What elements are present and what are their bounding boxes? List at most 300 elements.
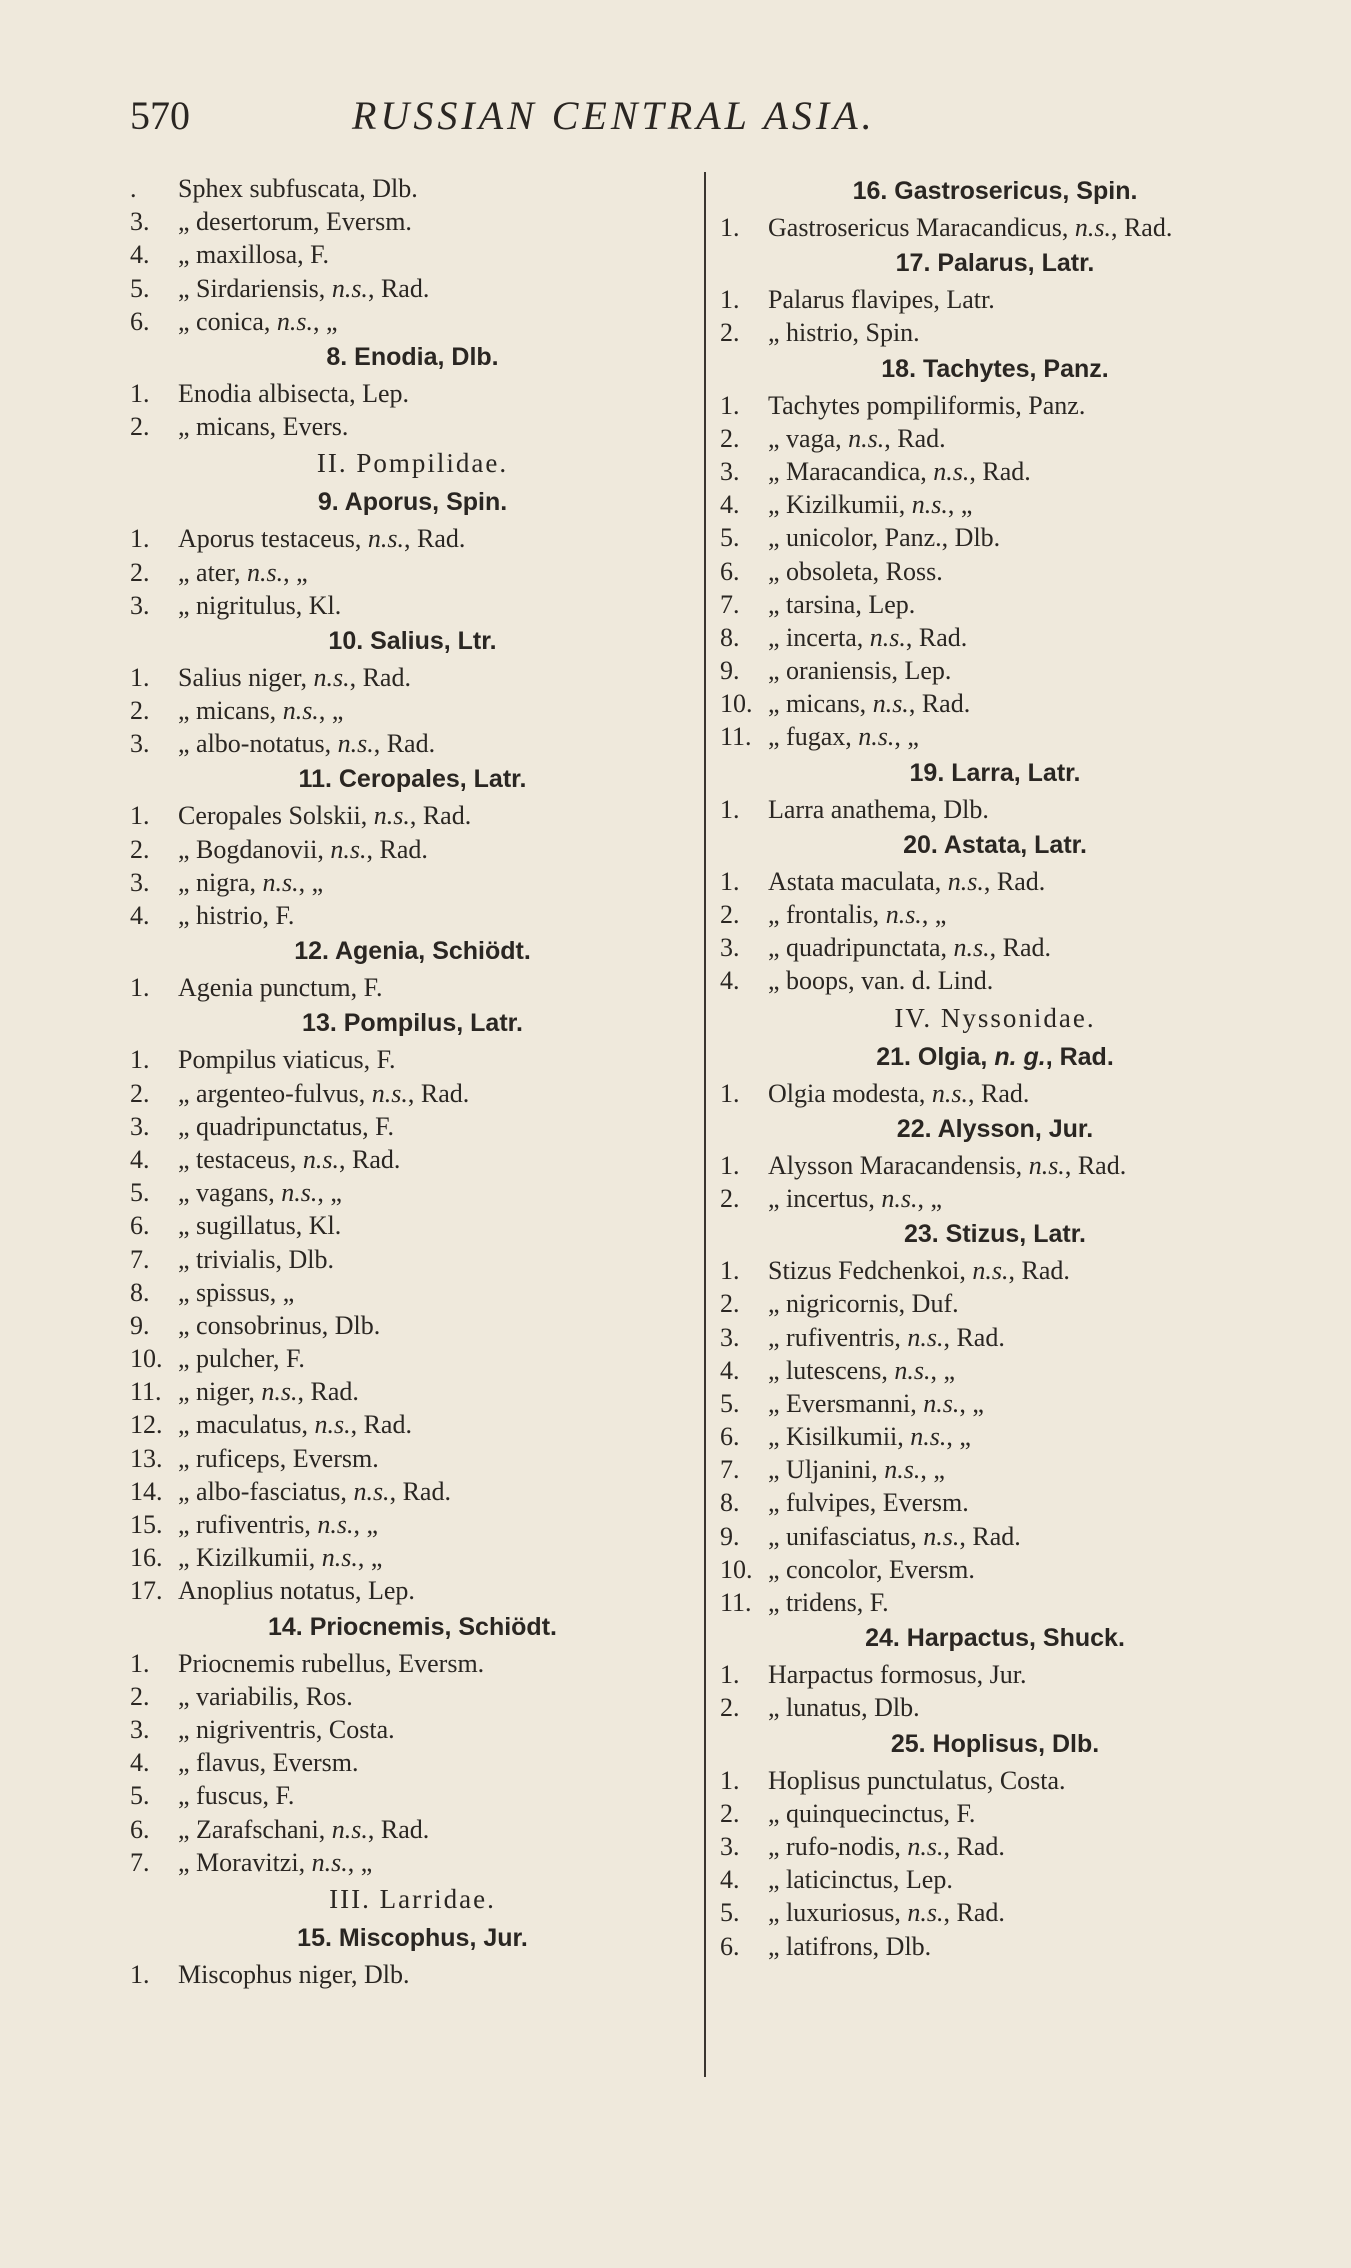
species-entry bbox=[720, 1354, 1270, 1387]
species-name: Priocnemis rubellus, Eversm. bbox=[178, 1648, 485, 1678]
entry-number: 5. bbox=[720, 523, 740, 553]
page-number: 570 bbox=[130, 93, 190, 138]
species-entry bbox=[720, 1387, 1270, 1420]
entry-number: 11. bbox=[130, 1377, 162, 1407]
entry-number: 2. bbox=[130, 834, 150, 864]
entry-number: 3. bbox=[130, 590, 150, 620]
species-entry bbox=[130, 205, 695, 238]
species-name: „ maxillosa, F. bbox=[178, 240, 330, 270]
entry-number: 13. bbox=[130, 1443, 163, 1473]
entry-number: 14. bbox=[130, 1476, 163, 1506]
entry-number: 1. bbox=[720, 1660, 740, 1690]
species-entry bbox=[130, 1077, 695, 1110]
species-entry bbox=[720, 488, 1270, 521]
entry-number: 5. bbox=[720, 1388, 740, 1418]
species-entry bbox=[720, 1764, 1270, 1797]
entry-number: 3. bbox=[130, 1111, 150, 1141]
species-entry bbox=[720, 455, 1270, 488]
species-name: „ desertorum, Eversm. bbox=[178, 207, 412, 237]
species-entry bbox=[720, 687, 1270, 720]
entry-number: 1. bbox=[130, 973, 150, 1003]
species-name: „ vaga, n.s., Rad. bbox=[768, 423, 946, 453]
species-name: „ argenteo-fulvus, n.s., Rad. bbox=[178, 1078, 470, 1108]
species-name: „ Kizilkumii, n.s., „ bbox=[768, 490, 973, 520]
species-name: Ceropales Solskii, n.s., Rad. bbox=[178, 801, 472, 831]
species-name: „ albo-fasciatus, n.s., Rad. bbox=[178, 1476, 451, 1506]
genus-heading: 16. Gastrosericus, Spin. bbox=[852, 177, 1138, 205]
entry-number: 10. bbox=[130, 1344, 163, 1374]
entry-number: 9. bbox=[720, 656, 740, 686]
new-species-marker: n.s. bbox=[261, 1377, 298, 1407]
entry-number: 2. bbox=[130, 557, 150, 587]
species-name: „ Moravitzi, n.s., „ bbox=[178, 1847, 373, 1877]
entry-number: 11. bbox=[720, 722, 752, 752]
entry-number: 1. bbox=[720, 213, 740, 242]
genus-heading: 13. Pompilus, Latr. bbox=[302, 1009, 523, 1038]
new-species-marker: n.s. bbox=[262, 867, 299, 897]
species-entry bbox=[130, 661, 695, 694]
species-entry bbox=[720, 1520, 1270, 1553]
species-name: „ lunatus, Dlb. bbox=[768, 1693, 920, 1723]
species-name: „ nigricornis, Duf. bbox=[768, 1289, 959, 1319]
species-name: „ quinquecinctus, F. bbox=[768, 1798, 976, 1828]
species-name: „ consobrinus, Dlb. bbox=[178, 1310, 381, 1340]
species-entry bbox=[720, 1797, 1270, 1830]
entry-number: 6. bbox=[130, 1814, 150, 1844]
entry-number: 10. bbox=[720, 1554, 753, 1584]
species-entry bbox=[130, 272, 695, 305]
species-entry bbox=[720, 1691, 1270, 1724]
species-entry bbox=[720, 1453, 1270, 1486]
species-name: „ micans, n.s., Rad. bbox=[768, 689, 971, 719]
family-heading: III. Larridae. bbox=[329, 1883, 496, 1914]
species-name: „ quadripunctatus, F. bbox=[178, 1111, 394, 1141]
entry-number: 3. bbox=[130, 1714, 150, 1744]
species-entry bbox=[130, 1276, 695, 1309]
entry-number: 3. bbox=[130, 207, 150, 237]
genus-heading: 20. Astata, Latr. bbox=[903, 830, 1087, 859]
new-species-marker: n.s. bbox=[317, 1510, 354, 1539]
entry-number: 6. bbox=[720, 1931, 740, 1961]
species-name: „ Bogdanovii, n.s., Rad. bbox=[178, 834, 428, 864]
new-species-marker: n.s. bbox=[907, 1831, 944, 1861]
entry-number: 6. bbox=[720, 1422, 740, 1452]
new-species-marker: n.s. bbox=[885, 900, 922, 929]
new-species-marker: n.s. bbox=[331, 273, 368, 303]
species-name: Olgia modesta, n.s., Rad. bbox=[768, 1078, 1030, 1108]
entry-number: 3. bbox=[720, 456, 740, 486]
page-header bbox=[130, 92, 1270, 152]
species-name: Enodia albisecta, Lep. bbox=[178, 378, 410, 408]
species-name: Miscophus niger, Dlb. bbox=[178, 1959, 410, 1989]
species-entry bbox=[130, 410, 695, 443]
species-name: Sphex subfuscata, Dlb. bbox=[178, 174, 418, 203]
new-species-marker: n.s. bbox=[331, 1814, 368, 1844]
species-entry bbox=[130, 833, 695, 866]
entry-number: 7. bbox=[130, 1847, 150, 1877]
genus-heading: 11. Ceropales, Latr. bbox=[298, 765, 527, 794]
entry-number: 7. bbox=[720, 1455, 740, 1485]
species-entry bbox=[130, 1408, 695, 1441]
entry-number: 10. bbox=[720, 689, 753, 719]
species-entry bbox=[720, 283, 1270, 316]
species-entry bbox=[720, 1149, 1270, 1182]
species-name: „ incerta, n.s., Rad. bbox=[768, 622, 968, 652]
new-species-marker: n.s. bbox=[311, 1847, 348, 1877]
new-species-marker: n.s. bbox=[314, 1410, 351, 1440]
species-name: Anoplius notatus, Lep. bbox=[178, 1576, 415, 1606]
entry-number: 6. bbox=[720, 556, 740, 586]
genus-heading: 9. Aporus, Spin. bbox=[317, 488, 508, 517]
family-heading: II. Pompilidae. bbox=[316, 448, 509, 479]
species-entry bbox=[130, 377, 695, 410]
species-entry bbox=[130, 1209, 695, 1242]
new-species-marker: n.s. bbox=[367, 524, 405, 554]
species-entry bbox=[130, 1746, 695, 1779]
new-species-marker: n.s. bbox=[911, 490, 948, 520]
entry-number: 1. bbox=[130, 524, 150, 554]
species-name: „ fulvipes, Eversm. bbox=[768, 1488, 969, 1518]
species-entry bbox=[130, 866, 695, 899]
entry-number: 4. bbox=[130, 240, 150, 270]
new-species-marker: n.s. bbox=[872, 689, 909, 719]
species-entry bbox=[130, 1680, 695, 1713]
new-species-marker: n.s. bbox=[848, 423, 885, 453]
species-entry bbox=[130, 799, 695, 832]
species-name: Tachytes pompiliformis, Panz. bbox=[768, 390, 1086, 420]
new-species-marker: n.s. bbox=[302, 1144, 340, 1174]
species-name: Salius niger, n.s., Rad. bbox=[178, 662, 411, 692]
entry-number: 1. bbox=[720, 1150, 740, 1180]
new-species-marker: n.s. bbox=[947, 866, 984, 896]
genus-heading: 24. Harpactus, Shuck. bbox=[865, 1624, 1125, 1653]
species-name: „ laticinctus, Lep. bbox=[768, 1865, 953, 1895]
species-name: „ Sirdariensis, n.s., Rad. bbox=[178, 273, 430, 303]
species-name: „ latifrons, Dlb. bbox=[768, 1931, 932, 1961]
new-species-marker: n.s. bbox=[353, 1476, 390, 1506]
entry-number: 15. bbox=[130, 1510, 163, 1539]
species-name: Alysson Maracandensis, n.s., Rad. bbox=[768, 1150, 1127, 1180]
species-name: „ trivialis, Dlb. bbox=[178, 1244, 334, 1274]
new-species-marker: n.s. bbox=[858, 722, 895, 752]
new-species-marker: n.s. bbox=[869, 622, 906, 652]
new-species-marker: n.s. bbox=[373, 801, 410, 831]
entry-number: 1. bbox=[720, 866, 740, 896]
species-entry bbox=[130, 1713, 695, 1746]
genus-heading: 23. Stizus, Latr. bbox=[903, 1220, 1086, 1249]
entry-number: 12. bbox=[130, 1410, 163, 1440]
genus-heading: 22. Alysson, Jur. bbox=[896, 1114, 1094, 1143]
species-entry bbox=[130, 1442, 695, 1475]
entry-number: 1. bbox=[130, 1959, 150, 1989]
species-entry bbox=[720, 1182, 1270, 1215]
species-entry bbox=[720, 1863, 1270, 1896]
entry-number: 1. bbox=[130, 378, 150, 408]
entry-number: 2. bbox=[720, 1798, 740, 1828]
genus-heading: 25. Hoplisus, Dlb. bbox=[890, 1729, 1100, 1758]
genus-heading: 10. Salius, Ltr. bbox=[328, 626, 497, 655]
species-entry bbox=[720, 1486, 1270, 1519]
species-entry bbox=[130, 172, 695, 205]
new-species-marker: n.s. bbox=[1074, 213, 1111, 242]
entry-number: 4. bbox=[130, 901, 150, 930]
new-species-marker: n.s. bbox=[1028, 1150, 1065, 1180]
species-name: „ histrio, Spin. bbox=[768, 318, 920, 348]
species-entry bbox=[130, 899, 695, 932]
species-entry bbox=[130, 1958, 695, 1991]
species-entry bbox=[720, 1896, 1270, 1929]
species-name: „ unicolor, Panz., Dlb. bbox=[768, 523, 1001, 553]
entry-number: 1. bbox=[130, 1045, 150, 1075]
species-name: „ rufo-nodis, n.s., Rad. bbox=[768, 1831, 1005, 1861]
entry-number: 1. bbox=[130, 662, 150, 692]
genus-heading: 15. Miscophus, Jur. bbox=[297, 1923, 528, 1952]
entry-number: 2. bbox=[130, 412, 150, 442]
species-name: „ frontalis, n.s., „ bbox=[768, 900, 947, 929]
species-name: Aporus testaceus, n.s., Rad. bbox=[178, 524, 466, 554]
new-species-marker: n.s. bbox=[933, 456, 970, 486]
species-entry bbox=[720, 1658, 1270, 1691]
new-species-marker: n.s. bbox=[907, 1898, 944, 1928]
entry-number: 4. bbox=[720, 966, 740, 996]
species-name: „ testaceus, n.s., Rad. bbox=[178, 1144, 401, 1174]
species-name: Astata maculata, n.s., Rad. bbox=[768, 866, 1046, 896]
left-column bbox=[130, 172, 695, 1991]
species-name: „ boops, van. d. Lind. bbox=[768, 966, 994, 996]
new-species-marker: n.s. bbox=[321, 1543, 358, 1573]
new-species-marker: n.s. bbox=[907, 1322, 944, 1352]
species-entry bbox=[720, 654, 1270, 687]
entry-number: 4. bbox=[130, 1144, 150, 1174]
entry-number: 16. bbox=[130, 1543, 163, 1573]
species-name: „ unifasciatus, n.s., Rad. bbox=[768, 1521, 1021, 1551]
species-name: „ spissus, „ bbox=[178, 1277, 295, 1307]
species-name: „ fuscus, F. bbox=[178, 1781, 295, 1811]
species-name: „ Uljanini, n.s., „ bbox=[768, 1455, 945, 1485]
species-entry bbox=[720, 521, 1270, 554]
species-entry bbox=[130, 1541, 695, 1574]
species-name: „ Kizilkumii, n.s., „ bbox=[178, 1543, 383, 1573]
entry-number: 2. bbox=[130, 696, 150, 726]
entry-number: 1. bbox=[720, 794, 740, 824]
species-entry bbox=[720, 931, 1270, 964]
entry-number: 1. bbox=[720, 285, 740, 315]
entry-number: 2. bbox=[720, 423, 740, 453]
entry-number: 3. bbox=[130, 729, 150, 759]
new-species-marker: n.s. bbox=[923, 1388, 960, 1418]
species-entry bbox=[720, 389, 1270, 422]
species-entry bbox=[130, 522, 695, 555]
entry-number: 5. bbox=[130, 1781, 150, 1811]
entry-number: 1. bbox=[720, 1256, 740, 1286]
new-species-marker: n.s. bbox=[313, 662, 350, 692]
species-name: „ niger, n.s., Rad. bbox=[178, 1377, 359, 1407]
species-entry bbox=[130, 971, 695, 1004]
species-name: „ tarsina, Lep. bbox=[768, 589, 916, 619]
species-entry bbox=[130, 305, 695, 338]
new-species-marker: n.s. bbox=[884, 1455, 921, 1485]
new-species-marker: n.s. bbox=[972, 1256, 1009, 1286]
species-entry bbox=[720, 1254, 1270, 1287]
new-species-marker: n.s. bbox=[330, 834, 367, 864]
species-entry bbox=[130, 238, 695, 271]
right-column bbox=[720, 172, 1270, 1963]
entry-number: 2. bbox=[130, 1681, 150, 1711]
species-entry bbox=[130, 589, 695, 622]
species-name: Pompilus viaticus, F. bbox=[178, 1045, 396, 1075]
species-entry bbox=[130, 1309, 695, 1342]
species-entry bbox=[130, 1243, 695, 1276]
species-name: „ lutescens, n.s., „ bbox=[768, 1355, 956, 1385]
entry-number: 8. bbox=[720, 622, 740, 652]
genus-heading: 19. Larra, Latr. bbox=[909, 758, 1081, 787]
new-species-marker: n.s. bbox=[276, 306, 314, 336]
species-entry bbox=[720, 1420, 1270, 1453]
entry-number: 7. bbox=[130, 1244, 150, 1274]
species-name: „ rufiventris, n.s., „ bbox=[178, 1510, 379, 1539]
entry-number: 1. bbox=[130, 1648, 150, 1678]
species-entry bbox=[720, 1553, 1270, 1586]
species-name: „ variabilis, Ros. bbox=[178, 1681, 353, 1711]
entry-number: 6. bbox=[130, 1211, 150, 1241]
entry-number: 1. bbox=[720, 390, 740, 420]
species-entry bbox=[720, 1077, 1270, 1110]
species-entry bbox=[720, 621, 1270, 654]
entry-number: 4. bbox=[720, 1865, 740, 1895]
species-entry bbox=[130, 1176, 695, 1209]
species-entry bbox=[720, 422, 1270, 455]
entry-number: 1. bbox=[720, 1078, 740, 1108]
species-entry bbox=[130, 1574, 695, 1607]
entry-number: 4. bbox=[720, 1355, 740, 1385]
entry-number: 2. bbox=[720, 900, 740, 929]
entry-number: 9. bbox=[720, 1521, 740, 1551]
entry-number: 3. bbox=[720, 1831, 740, 1861]
genus-heading: 14. Priocnemis, Schiödt. bbox=[268, 1612, 557, 1641]
species-entry bbox=[130, 1110, 695, 1143]
new-species-marker: n.s. bbox=[281, 1178, 318, 1208]
entry-number: . bbox=[130, 174, 137, 203]
entry-number: 1. bbox=[720, 1765, 740, 1795]
species-entry bbox=[130, 1508, 695, 1541]
entry-number: 9. bbox=[130, 1310, 150, 1340]
species-name: „ luxuriosus, n.s., Rad. bbox=[768, 1898, 1005, 1928]
species-name: „ Eversmanni, n.s., „ bbox=[768, 1388, 984, 1418]
species-name: „ nigritulus, Kl. bbox=[178, 590, 342, 620]
entry-number: 5. bbox=[130, 273, 150, 303]
new-species-marker: n.s. bbox=[910, 1422, 947, 1452]
species-entry bbox=[130, 1647, 695, 1680]
species-name: „ histrio, F. bbox=[178, 901, 295, 930]
entry-number: 8. bbox=[720, 1488, 740, 1518]
new-species-marker: n.s. bbox=[923, 1521, 960, 1551]
entry-number: 2. bbox=[720, 1183, 740, 1213]
entry-number: 3. bbox=[130, 867, 150, 897]
species-entry bbox=[720, 964, 1270, 997]
species-name: „ fugax, n.s., „ bbox=[768, 722, 919, 752]
new-species-marker: n.s. bbox=[337, 729, 374, 759]
species-name: Hoplisus punctulatus, Costa. bbox=[768, 1765, 1066, 1795]
new-species-marker: n.s. bbox=[246, 557, 284, 587]
genus-heading: 18. Tachytes, Panz. bbox=[881, 354, 1109, 383]
new-species-marker: n.s. bbox=[894, 1355, 931, 1385]
species-name: „ albo-notatus, n.s., Rad. bbox=[178, 729, 436, 759]
species-entry bbox=[720, 316, 1270, 349]
species-entry bbox=[130, 694, 695, 727]
species-entry bbox=[720, 588, 1270, 621]
species-name: „ micans, Evers. bbox=[178, 412, 349, 442]
entry-number: 3. bbox=[720, 1322, 740, 1352]
species-name: „ ruficeps, Eversm. bbox=[178, 1443, 379, 1473]
species-entry bbox=[130, 1375, 695, 1408]
entry-number: 17. bbox=[130, 1576, 163, 1606]
species-name: „ nigra, n.s., „ bbox=[178, 867, 324, 897]
species-name: „ conica, n.s., „ bbox=[178, 306, 338, 336]
species-entry bbox=[720, 1321, 1270, 1354]
species-name: „ nigriventris, Costa. bbox=[178, 1714, 395, 1744]
new-species-marker: n.s. bbox=[282, 696, 319, 726]
species-entry bbox=[720, 1830, 1270, 1863]
new-species-marker: n.s. bbox=[953, 933, 990, 963]
species-entry bbox=[720, 720, 1270, 753]
species-entry bbox=[720, 1287, 1270, 1320]
species-name: Palarus flavipes, Latr. bbox=[768, 285, 995, 315]
species-name: „ sugillatus, Kl. bbox=[178, 1211, 342, 1241]
entry-number: 5. bbox=[130, 1178, 150, 1208]
species-entry bbox=[130, 1779, 695, 1812]
species-name: „ Kisilkumii, n.s., „ bbox=[768, 1422, 971, 1452]
species-entry bbox=[130, 1342, 695, 1375]
genus-heading: 12. Agenia, Schiödt. bbox=[294, 937, 531, 966]
species-entry bbox=[130, 727, 695, 760]
entry-number: 11. bbox=[720, 1588, 752, 1617]
species-name: „ Maracandica, n.s., Rad. bbox=[768, 456, 1031, 486]
species-name: „ micans, n.s., „ bbox=[178, 696, 344, 726]
species-name: „ flavus, Eversm. bbox=[178, 1748, 359, 1778]
entry-number: 1. bbox=[130, 801, 150, 831]
genus-heading: 21. Olgia, n. g., Rad. bbox=[876, 1042, 1114, 1071]
species-name: „ ater, n.s., „ bbox=[178, 557, 308, 587]
entry-number: 8. bbox=[130, 1277, 150, 1307]
species-entry bbox=[130, 1846, 695, 1879]
species-entry bbox=[130, 556, 695, 589]
column-divider bbox=[704, 172, 706, 2077]
species-name: „ vagans, n.s., „ bbox=[178, 1178, 342, 1208]
species-name: „ Zarafschani, n.s., Rad. bbox=[178, 1814, 430, 1844]
entry-number: 2. bbox=[720, 318, 740, 348]
species-entry bbox=[720, 865, 1270, 898]
entry-number: 2. bbox=[720, 1693, 740, 1723]
species-entry bbox=[720, 898, 1270, 931]
genus-heading: 17. Palarus, Latr. bbox=[895, 249, 1095, 278]
new-species-marker: n. g. bbox=[994, 1042, 1046, 1071]
species-entry bbox=[720, 211, 1270, 244]
species-entry bbox=[720, 555, 1270, 588]
species-name: Gastrosericus Maracandicus, n.s., Rad. bbox=[768, 213, 1173, 242]
entry-number: 2. bbox=[130, 1078, 150, 1108]
species-entry bbox=[720, 793, 1270, 826]
family-heading: IV. Nyssonidae. bbox=[894, 1002, 1096, 1033]
new-species-marker: n.s. bbox=[931, 1078, 969, 1108]
entry-number: 3. bbox=[720, 933, 740, 963]
species-name: Harpactus formosus, Jur. bbox=[768, 1660, 1027, 1690]
species-entry bbox=[130, 1475, 695, 1508]
species-entry bbox=[720, 1930, 1270, 1963]
species-name: „ pulcher, F. bbox=[178, 1344, 305, 1374]
species-name: „ rufiventris, n.s., Rad. bbox=[768, 1322, 1005, 1352]
entry-number: 7. bbox=[720, 589, 740, 619]
species-name: Agenia punctum, F. bbox=[178, 973, 383, 1003]
